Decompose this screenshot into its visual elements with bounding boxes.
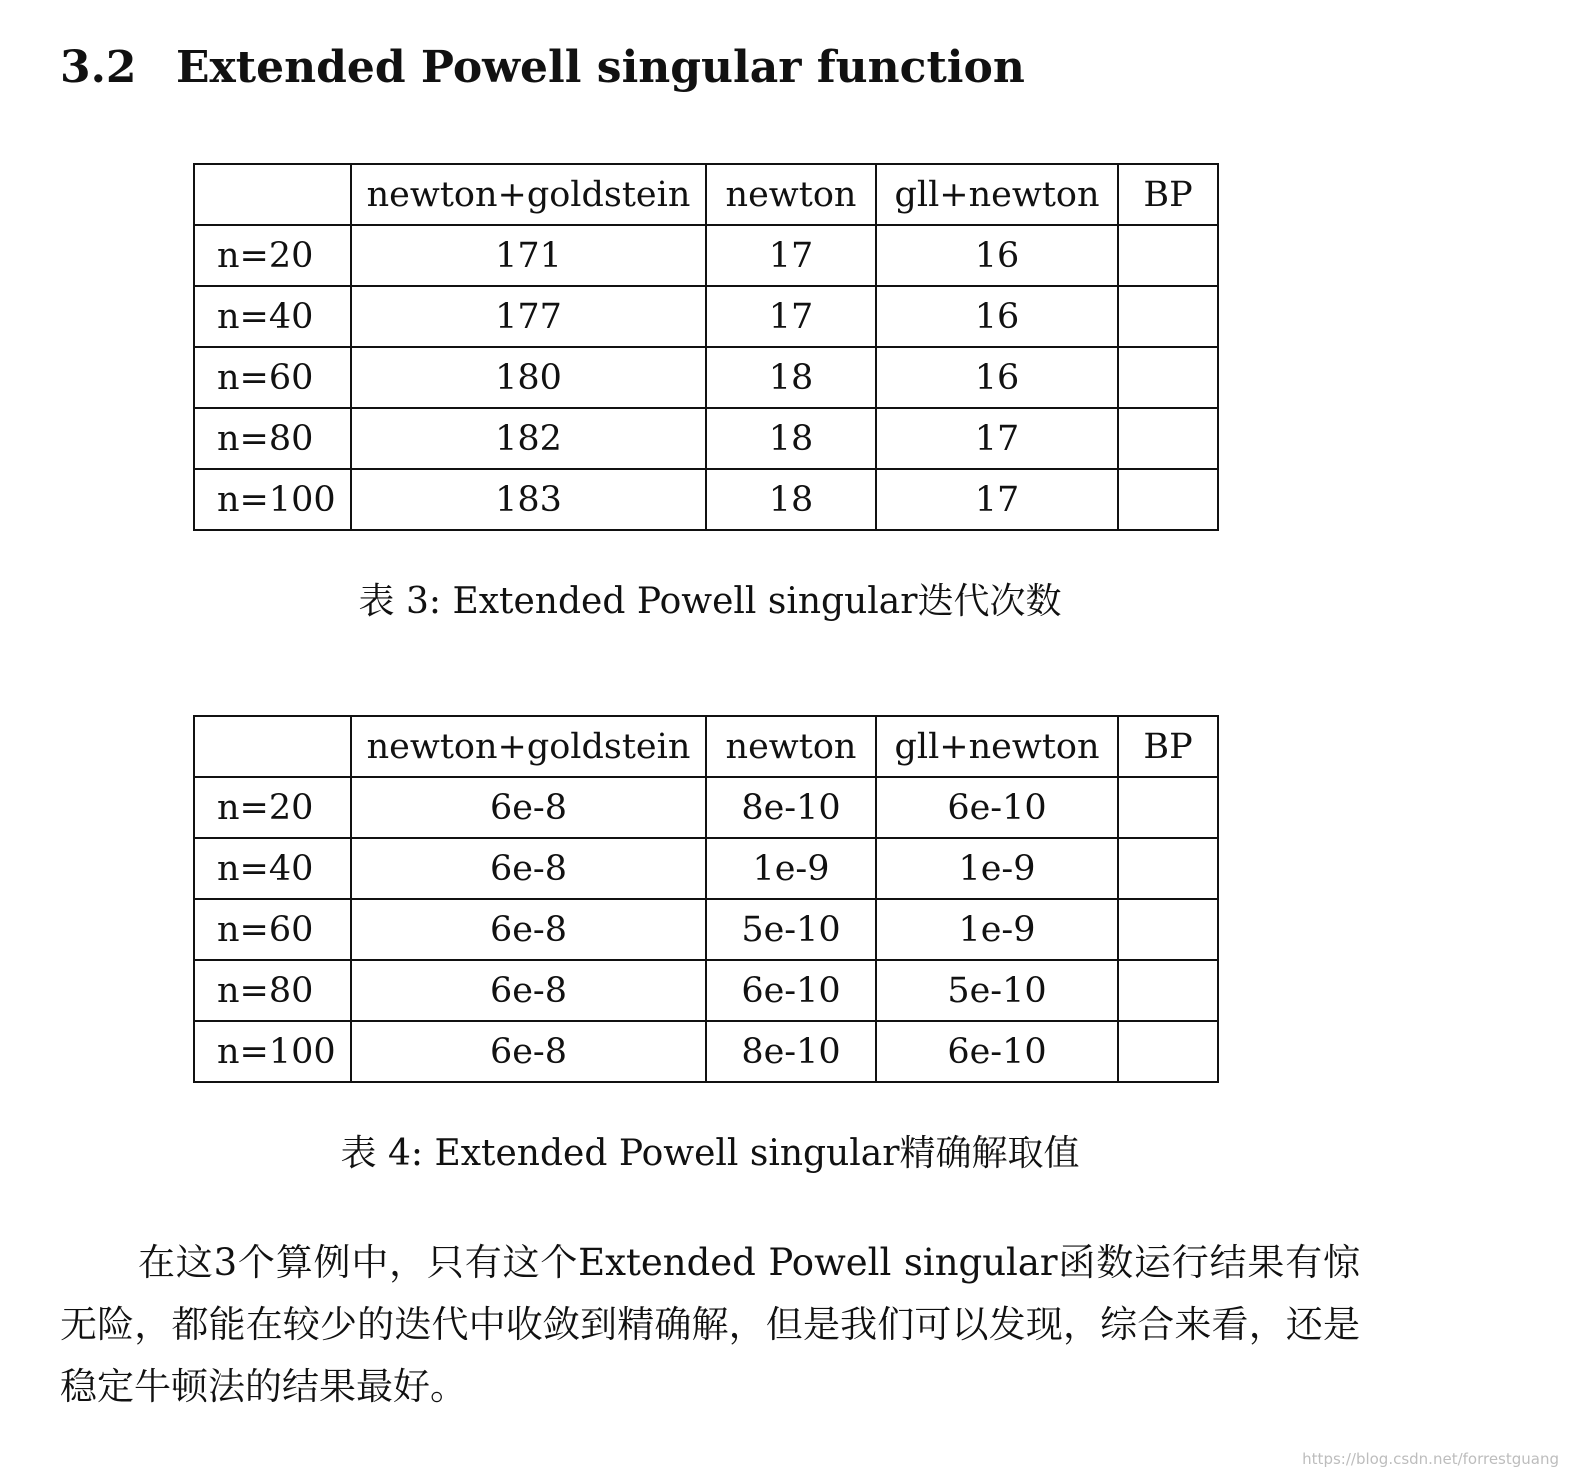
table-row bbox=[194, 960, 1218, 1021]
table-row bbox=[194, 838, 1218, 899]
table-row bbox=[194, 469, 1218, 530]
table-cell: 180 bbox=[351, 347, 706, 408]
table-cell: 171 bbox=[351, 225, 706, 286]
table-cell: 6e-8 bbox=[351, 960, 706, 1021]
table-cell bbox=[1118, 286, 1218, 347]
table-row bbox=[194, 225, 1218, 286]
table-cell: 17 bbox=[706, 286, 876, 347]
table-row bbox=[194, 347, 1218, 408]
table-cell: 1e-9 bbox=[706, 838, 876, 899]
table-cell: 6e-10 bbox=[876, 1021, 1118, 1082]
header-cell: gll+newton bbox=[876, 716, 1118, 777]
table-cell: 8e-10 bbox=[706, 777, 876, 838]
row-label: n=100 bbox=[194, 469, 351, 530]
table-cell: 16 bbox=[876, 286, 1118, 347]
table-cell bbox=[1118, 899, 1218, 960]
table-row bbox=[194, 408, 1218, 469]
section-title: Extended Powell singular function bbox=[176, 42, 1025, 93]
table-cell: 16 bbox=[876, 347, 1118, 408]
table-cell bbox=[1118, 469, 1218, 530]
header-cell: newton+goldstein bbox=[351, 716, 706, 777]
precision-table-caption: 表 4: Extended Powell singular精确解取值 bbox=[340, 1133, 1080, 1174]
table-row bbox=[194, 777, 1218, 838]
section-heading bbox=[60, 40, 1025, 96]
table-row bbox=[194, 286, 1218, 347]
table-cell: 5e-10 bbox=[706, 899, 876, 960]
row-label: n=80 bbox=[194, 408, 351, 469]
table-cell: 18 bbox=[706, 347, 876, 408]
table-row bbox=[194, 1021, 1218, 1082]
table-cell: 17 bbox=[876, 469, 1118, 530]
table-cell bbox=[1118, 838, 1218, 899]
table-cell bbox=[1118, 777, 1218, 838]
table-cell: 5e-10 bbox=[876, 960, 1118, 1021]
table-cell: 6e-8 bbox=[351, 838, 706, 899]
header-cell: newton bbox=[706, 716, 876, 777]
table-cell: 1e-9 bbox=[876, 899, 1118, 960]
row-label: n=60 bbox=[194, 899, 351, 960]
header-cell: newton+goldstein bbox=[351, 164, 706, 225]
precision-table bbox=[193, 715, 1219, 1083]
table-cell bbox=[1118, 225, 1218, 286]
table-cell: 8e-10 bbox=[706, 1021, 876, 1082]
row-label: n=40 bbox=[194, 838, 351, 899]
header-cell bbox=[194, 164, 351, 225]
table-cell: 6e-8 bbox=[351, 1021, 706, 1082]
header-row bbox=[194, 716, 1218, 777]
section-number: 3.2 bbox=[60, 42, 137, 93]
header-cell: BP bbox=[1118, 716, 1218, 777]
table-cell: 18 bbox=[706, 469, 876, 530]
table-cell: 1e-9 bbox=[876, 838, 1118, 899]
table-cell: 17 bbox=[706, 225, 876, 286]
conclusion-paragraph: 在这3个算例中，只有这个Extended Powell singular函数运行结果有惊无险，都能在较少的迭代中收敛到精确解，但是我们可以发现，综合来看，还是稳定牛顿法的结果最好。 bbox=[60, 1241, 1360, 1408]
header-cell bbox=[194, 716, 351, 777]
header-cell: gll+newton bbox=[876, 164, 1118, 225]
row-label: n=40 bbox=[194, 286, 351, 347]
table-cell bbox=[1118, 347, 1218, 408]
table-cell: 6e-8 bbox=[351, 777, 706, 838]
table-cell: 18 bbox=[706, 408, 876, 469]
iterations-table-caption: 表 3: Extended Powell singular迭代次数 bbox=[358, 581, 1062, 622]
row-label: n=20 bbox=[194, 225, 351, 286]
table-cell bbox=[1118, 1021, 1218, 1082]
table-cell: 183 bbox=[351, 469, 706, 530]
header-cell: BP bbox=[1118, 164, 1218, 225]
row-label: n=60 bbox=[194, 347, 351, 408]
table-cell: 16 bbox=[876, 225, 1118, 286]
table-cell bbox=[1118, 960, 1218, 1021]
header-row bbox=[194, 164, 1218, 225]
table-cell bbox=[1118, 408, 1218, 469]
table-cell: 6e-10 bbox=[876, 777, 1118, 838]
table-row bbox=[194, 899, 1218, 960]
table-cell: 177 bbox=[351, 286, 706, 347]
iterations-table bbox=[193, 163, 1219, 531]
table-cell: 6e-10 bbox=[706, 960, 876, 1021]
header-cell: newton bbox=[706, 164, 876, 225]
watermark: https://blog.csdn.net/forrestguang bbox=[1302, 1450, 1559, 1468]
table-cell: 182 bbox=[351, 408, 706, 469]
row-label: n=100 bbox=[194, 1021, 351, 1082]
row-label: n=20 bbox=[194, 777, 351, 838]
table-cell: 17 bbox=[876, 408, 1118, 469]
table-cell: 6e-8 bbox=[351, 899, 706, 960]
row-label: n=80 bbox=[194, 960, 351, 1021]
